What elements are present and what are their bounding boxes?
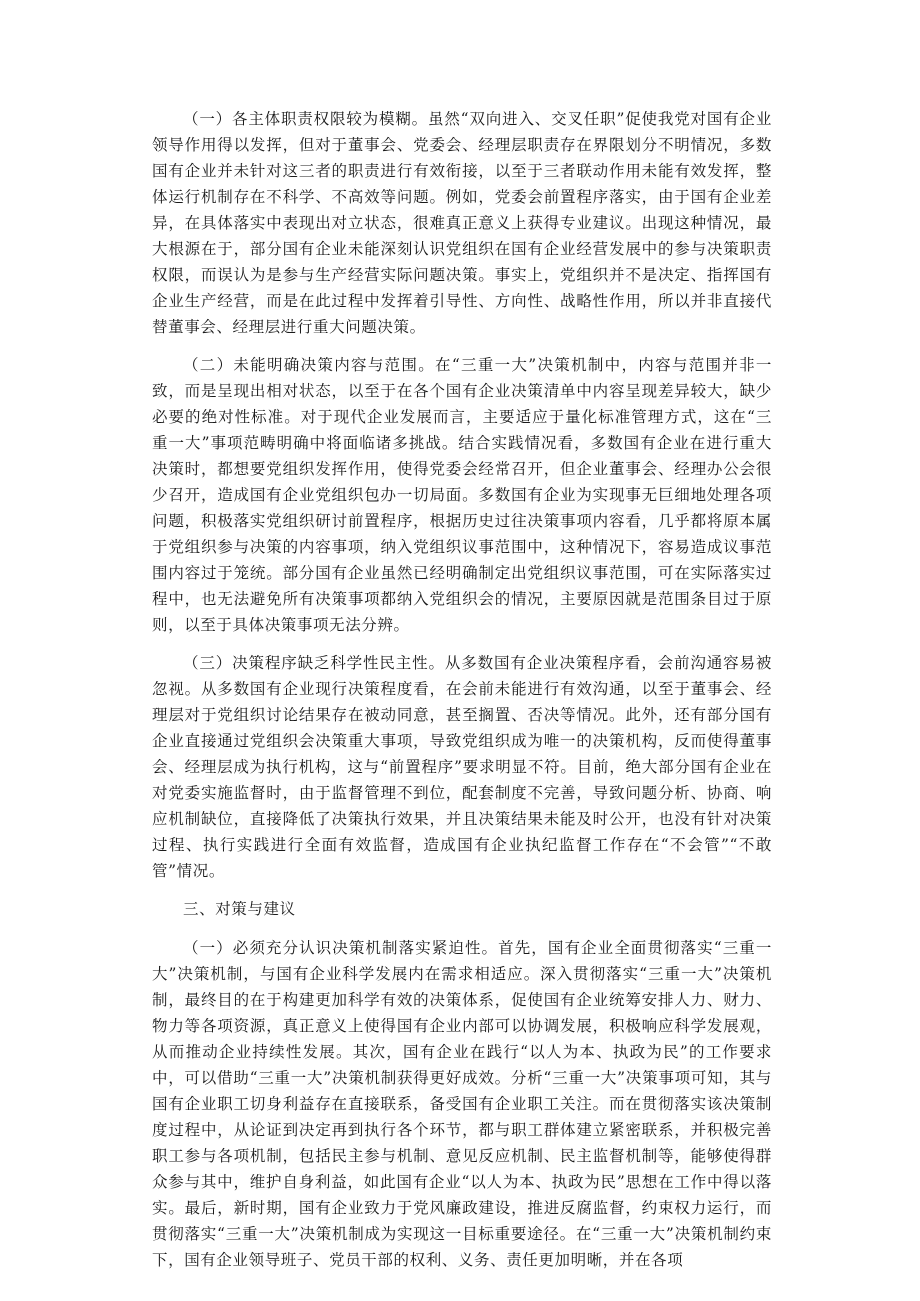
paragraph-decision-procedure: （三）决策程序缺乏科学性民主性。从多数国有企业决策程序看，会前沟通容易被忽视。从多数国有企业现行决策程度看，在会前未能进行有效沟通，以至于董事会、经理层对于党组织讨论结果存在被动同意，甚至搁置、否决等情况。此外，还有部分国有企业直接通过党组织会决策重大事项，导致党组织成为唯一的决策机构，反而使得董事会、经理层成为执行机构，这与“前置程序”要求明显不符。目前，绝大部分国有企业在对党委实施监督时，由于监督管理不到位，配套制度不完善，导致问题分析、协商、响应机制缺位，直接降低了决策执行效果，并且决策结果未能及时公开，也没有针对决策过程、执行实践进行全面有效监督，造成国有企业执纪监督工作存在“不会管”“不敢管”情况。	[152, 654, 772, 880]
paragraph-responsibility-vague: （一）各主体职责权限较为模糊。虽然“双向进入、交叉任职”促使我党对国有企业领导作用得以发挥，但对于董事会、党委会、经理层职责存在界限划分不明情况，多数国有企业并未针对这三者的职责进行有效衔接，以至于三者联动作用未能有效发挥，整体运行机制存在不科学、不高效等问题。例如，党委会前置程序落实，由于国有企业差异，在具体落实中表现出对立状态，很难真正意义上获得专业建议。出现这种情况，最大根源在于，部分国有企业未能深刻认识党组织在国有企业经营发展中的参与决策职责权限，而误认为是参与生产经营实际问题决策。事实上，党组织并不是决定、指挥国有企业生产经营，而是在此过程中发挥着引导性、方向性、战略性作用，所以并非直接代替董事会、经理层进行重大问题决策。	[152, 110, 772, 336]
document-body	[152, 106, 772, 1285]
paragraph-decision-scope: （二）未能明确决策内容与范围。在“三重一大”决策机制中，内容与范围并非一致，而是呈现出相对状态，以至于在各个国有企业决策清单中内容呈现差异较大，缺少必要的绝对性标准。对于现代企业发展而言，主要适应于量化标准管理方式，这在“三重一大”事项范畴明确中将面临诸多挑战。结合实践情况看，多数国有企业在进行重大决策时，都想要党组织发挥作用，使得党委会经常召开，但企业董事会、经理办公会很少召开，造成国有企业党组织包办一切局面。多数国有企业为实现事无巨细地处理各项问题，积极落实党组织研讨前置程序，根据历史过往决策事项内容看，几乎都将原本属于党组织参与决策的内容事项，纳入党组织议事范围中，这种情况下，容易造成议事范围内容过于笼统。部分国有企业虽然已经明确制定出党组织议事范围，可在实际落实过程中，也无法避免所有决策事项都纳入党组织会的情况，主要原因就是范围条目过于原则，以至于具体决策事项无法分辨。	[152, 356, 772, 634]
section-heading-countermeasures: 三、对策与建议	[183, 900, 296, 918]
paragraph-urgency: （一）必须充分认识决策机制落实紧迫性。首先，国有企业全面贯彻落实“三重一大”决策机制，与国有企业科学发展内在需求相适应。深入贯彻落实“三重一大”决策机制，最终目的在于构建更加科学有效的决策体系，促使国有企业统筹安排人力、财力、物力等各项资源，真正意义上使得国有企业内部可以协调发展，积极响应科学发展观，从而推动企业持续性发展。其次，国有企业在践行“以人为本、执政为民”的工作要求中，可以借助“三重一大”决策机制获得更好成效。分析“三重一大”决策事项可知，其与国有企业职工切身利益存在直接联系，备受国有企业职工关注。而在贯彻落实该决策制度过程中，从论证到决定再到执行各个环节，都与职工群体建立紧密联系，并积极完善职工参与各项机制，包括民主参与机制、意见反应机制、民主监督机制等，能够使得群众参与其中，维护自身利益，如此国有企业“以人为本、执政为民”思想在工作中得以落实。最后，新时期，国有企业致力于党风廉政建设，推进反腐监督，约束权力运行，而贯彻落实“三重一大”决策机制成为实现这一目标重要途径。在“三重一大”决策机制约束下，国有企业领导班子、党员干部的权利、义务、责任更加明晰，并在各项	[152, 939, 772, 1269]
